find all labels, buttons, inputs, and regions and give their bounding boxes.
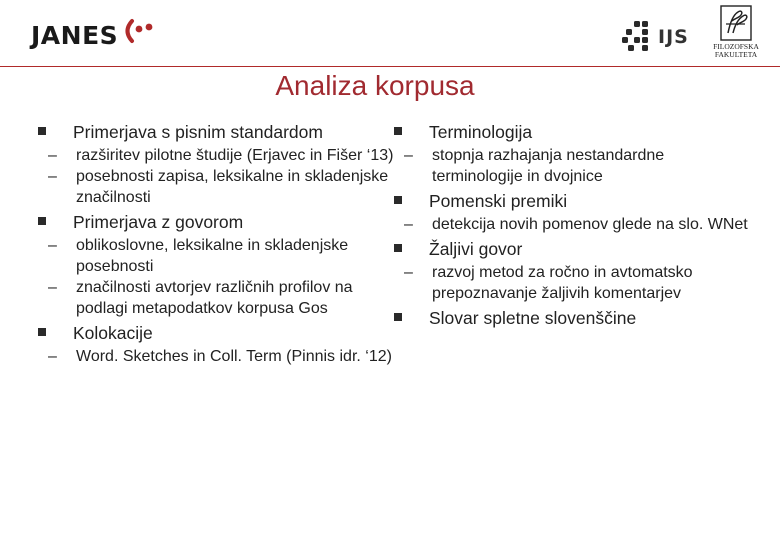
sub-item — [38, 346, 398, 367]
bullet-item — [394, 122, 754, 143]
dash-bullet-icon: – — [48, 168, 57, 185]
bullet-item — [394, 308, 754, 329]
bullet-item — [394, 191, 754, 212]
sub-list — [38, 346, 398, 367]
janes-logo-mark-icon — [122, 17, 156, 47]
right-column — [394, 122, 754, 329]
sub-item — [38, 235, 398, 277]
square-bullet-icon — [394, 196, 402, 204]
sub-item-text: oblikoslovne, leksikalne in skladenjske posebnosti — [76, 237, 349, 275]
bullet-item — [38, 323, 398, 344]
dash-bullet-icon: – — [404, 264, 413, 281]
sub-item — [394, 214, 754, 235]
sub-item — [38, 277, 398, 319]
sub-item — [38, 145, 398, 166]
dash-bullet-icon: – — [48, 237, 57, 254]
square-bullet-icon — [394, 127, 402, 135]
square-bullet-icon — [38, 127, 46, 135]
dash-bullet-icon: – — [404, 216, 413, 233]
square-bullet-icon — [38, 328, 46, 336]
ff-logo-emblem-icon — [707, 5, 765, 43]
bullet-text: Terminologija — [429, 122, 533, 142]
ijs-logo-text: IJS — [658, 26, 689, 48]
janes-logo — [31, 18, 156, 52]
dash-bullet-icon: – — [48, 348, 57, 365]
bullet-text: Primerjava z govorom — [73, 212, 244, 232]
ff-logo — [707, 5, 765, 61]
sub-item — [394, 262, 754, 304]
ff-logo-text: FILOZOFSKA FAKULTETA — [713, 42, 759, 59]
sub-list — [38, 145, 398, 208]
bullet-text: Pomenski premiki — [429, 191, 568, 211]
ijs-logo — [622, 20, 689, 54]
sub-list — [394, 145, 754, 187]
sub-item-text: posebnosti zapisa, leksikalne in skladenjske značilnosti — [76, 168, 389, 206]
sub-item — [394, 145, 754, 187]
square-bullet-icon — [394, 313, 402, 321]
sub-item-text: Word. Sketches in Coll. Term (Pinnis idr. ‘12) — [76, 348, 392, 365]
bullet-text: Primerjava s pisnim standardom — [73, 122, 323, 142]
square-bullet-icon — [394, 244, 402, 252]
bullet-text: Slovar spletne slovenščine — [429, 308, 637, 328]
sub-list — [38, 235, 398, 319]
sub-item-text: razvoj metod za ročno in avtomatsko prepoznavanje žaljivih komentarjev — [432, 264, 693, 302]
dash-bullet-icon: – — [404, 147, 413, 164]
bullet-item — [38, 212, 398, 233]
dash-bullet-icon: – — [48, 147, 57, 164]
sub-item-text: detekcija novih pomenov glede na slo. WNet — [432, 216, 748, 233]
sub-item-text: razširitev pilotne študije (Erjavec in Fišer ‘13) — [76, 147, 394, 164]
bullet-text: Kolokacije — [73, 323, 153, 343]
bullet-item — [38, 122, 398, 143]
sub-item-text: značilnosti avtorjev različnih profilov na podlagi metapodatkov korpusa Gos — [76, 279, 353, 317]
left-column — [38, 122, 398, 371]
slide-title: Analiza korpusa — [275, 70, 475, 101]
ijs-logo-dots-icon — [622, 20, 652, 54]
header-rule — [0, 66, 780, 67]
square-bullet-icon — [38, 217, 46, 225]
sub-list — [394, 262, 754, 304]
janes-logo-text: JANES — [31, 20, 119, 50]
sub-item-text: stopnja razhajanja nestandardne terminologije in dvojnice — [432, 147, 665, 185]
sub-list — [394, 214, 754, 235]
sub-item — [38, 166, 398, 208]
dash-bullet-icon: – — [48, 279, 57, 296]
bullet-item — [394, 239, 754, 260]
bullet-text: Žaljivi govor — [429, 239, 523, 259]
